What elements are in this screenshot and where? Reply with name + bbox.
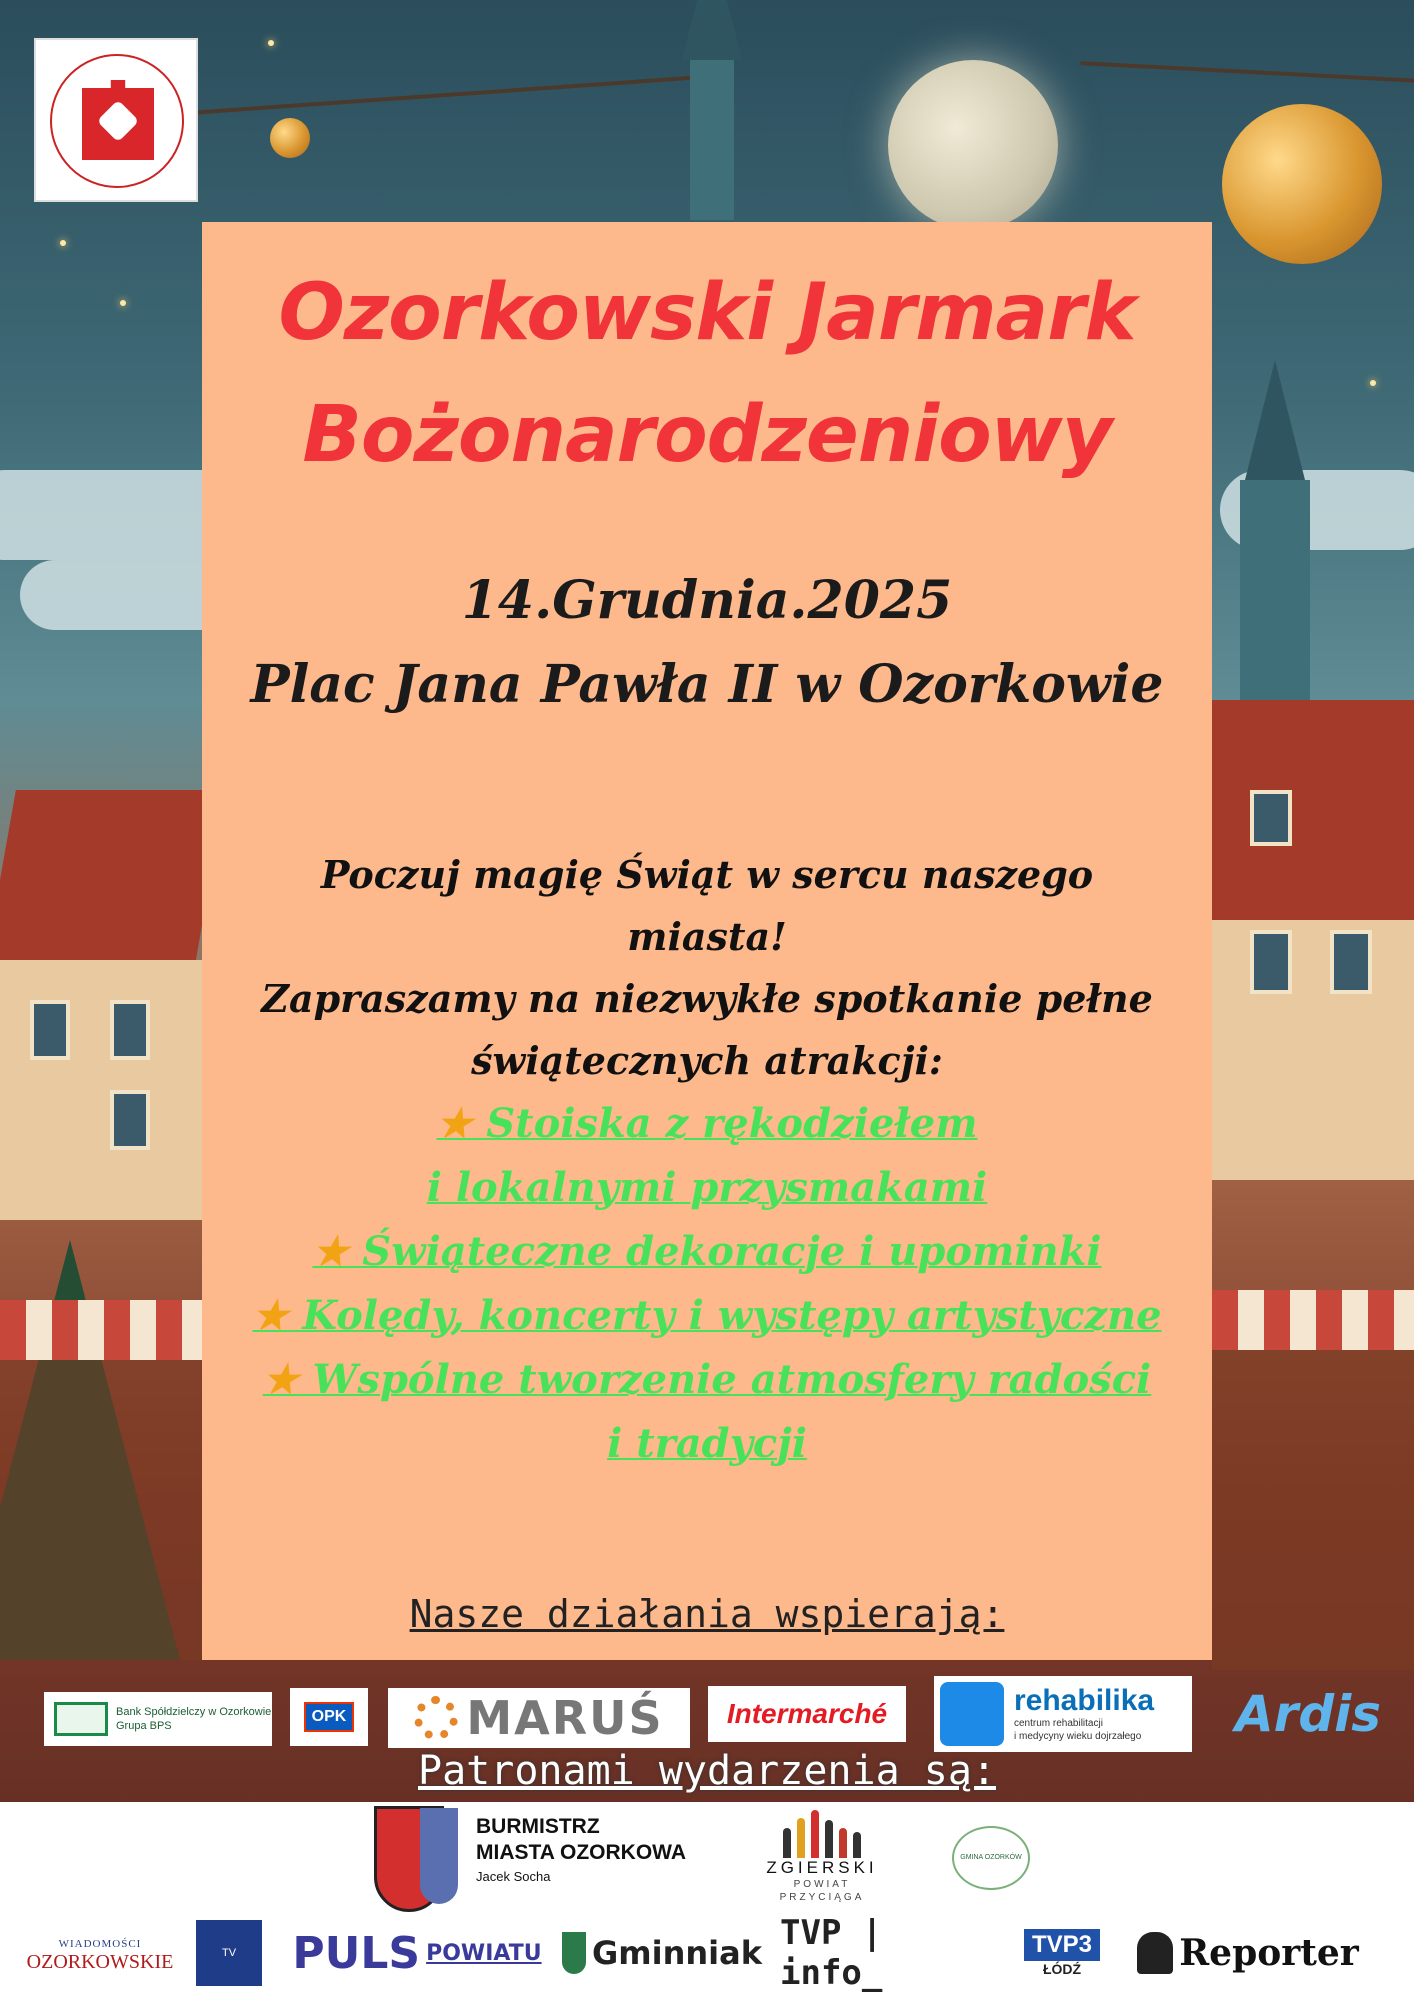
intro-line: świątecznych atrakcji: [471, 1038, 943, 1083]
event-intro [242, 844, 1172, 1092]
attraction-item[interactable]: ★ Stoiska z rękodziełem [436, 1100, 978, 1147]
patron-tvp3-lodz[interactable]: TVP3 ŁÓDŹ [1012, 1920, 1112, 1986]
sponsor-ardis-logo[interactable]: Ardis [1234, 1685, 1382, 1743]
patron-wiadomosci-ozorkowskie[interactable]: WIADOMOŚCI OZORKOWSKIE [26, 1938, 174, 1973]
roof [1212, 700, 1414, 930]
patron-gmina-ozorkow[interactable]: GMINA OZORKÓW [952, 1826, 1030, 1890]
reporter-figure-icon [1137, 1932, 1173, 1974]
sponsor-rehabilika-logo[interactable]: rehabilika centrum rehabilitacji i medycyny wieku dojrzałego [934, 1676, 1192, 1752]
market-stall [0, 1360, 202, 1660]
event-date: 14.Grudnia.2025 [461, 570, 953, 631]
event-title-line1: Ozorkowski Jarmark [278, 268, 1136, 358]
market-stall [1212, 1350, 1414, 1670]
intro-line: Zapraszamy na niezwykłe spotkanie pełne [261, 976, 1153, 1021]
church-tower [690, 40, 734, 220]
star-icon: ★ [436, 1100, 473, 1147]
bank-name: Bank Spółdzielczy w Ozorkowie [116, 1706, 272, 1718]
association-logo [34, 38, 198, 202]
attraction-item[interactable]: ★ Wspólne tworzenie atmosfery radości [262, 1356, 1152, 1403]
window [1330, 930, 1372, 994]
support-heading: Nasze działania wspierają: [409, 1592, 1005, 1636]
ornament [1222, 104, 1382, 264]
event-card [202, 222, 1212, 1660]
patron-powiat-zgierski[interactable]: ZGIERSKI POWIAT PRZYCIĄGA [762, 1810, 882, 1904]
sponsor-opk-logo[interactable]: OPK [290, 1688, 368, 1746]
star [60, 240, 66, 246]
garland [191, 73, 730, 115]
coat-of-arms-secondary-icon [420, 1808, 458, 1904]
bank-icon [54, 1702, 108, 1736]
window [110, 1000, 150, 1060]
market-awning [0, 1300, 202, 1360]
patron-puls-powiatu[interactable]: PULS POWIATU [292, 1927, 542, 1979]
window [1250, 790, 1292, 846]
ornament [270, 118, 310, 158]
saw-blade-icon [414, 1696, 458, 1740]
market-awning [1212, 1290, 1414, 1350]
star [120, 300, 126, 306]
event-place: Plac Jana Pawła II w Ozorkowie [250, 654, 1164, 715]
window [110, 1090, 150, 1150]
molecule-icon [940, 1682, 1004, 1746]
house-wall [0, 960, 210, 1220]
attraction-item[interactable]: i tradycji [607, 1420, 807, 1467]
garland [1080, 61, 1414, 83]
star-icon: ★ [262, 1356, 299, 1403]
attractions-list [242, 1092, 1172, 1476]
star [268, 40, 274, 46]
intro-line: Poczuj magię Świąt w sercu naszego miasta! [320, 852, 1094, 959]
house-wall [1212, 920, 1414, 1180]
star-icon: ★ [312, 1228, 349, 1275]
roof [0, 790, 226, 970]
powiat-dots-icon [762, 1810, 882, 1858]
window [1250, 930, 1292, 994]
bank-group: Grupa BPS [116, 1720, 172, 1732]
town-hall-spire [1245, 360, 1305, 480]
sponsor-intermarche-logo[interactable]: Intermarché [708, 1686, 906, 1742]
church-spire [682, 0, 742, 60]
attraction-item[interactable]: ★ Świąteczne dekoracje i upominki [312, 1228, 1102, 1275]
patron-gminniak[interactable]: Gminniak [562, 1920, 762, 1986]
window [30, 1000, 70, 1060]
event-title-line2: Bożonarodzeniowy [302, 390, 1112, 480]
moon [888, 60, 1058, 230]
gminniak-shield-icon [562, 1932, 586, 1974]
patron-reporter[interactable]: Reporter [1130, 1920, 1366, 1986]
star [1370, 380, 1376, 386]
sponsor-marus-logo[interactable]: MARUŚ [388, 1688, 690, 1748]
patron-burmistrz[interactable]: BURMISTRZ MIASTA OZORKOWA Jacek Socha [476, 1815, 686, 1884]
attraction-item[interactable]: i lokalnymi przysmakami [426, 1164, 988, 1211]
patron-tv-logo[interactable]: TV [196, 1920, 262, 1986]
patron-tvp-info[interactable]: TVP | info_ [780, 1913, 883, 1993]
star-icon: ★ [252, 1292, 289, 1339]
patrons-heading: Patronami wydarzenia są: [418, 1748, 996, 1794]
sponsor-bank-logo[interactable] [44, 1692, 272, 1746]
attraction-item[interactable]: ★ Kolędy, koncerty i występy artystyczne [252, 1292, 1162, 1339]
